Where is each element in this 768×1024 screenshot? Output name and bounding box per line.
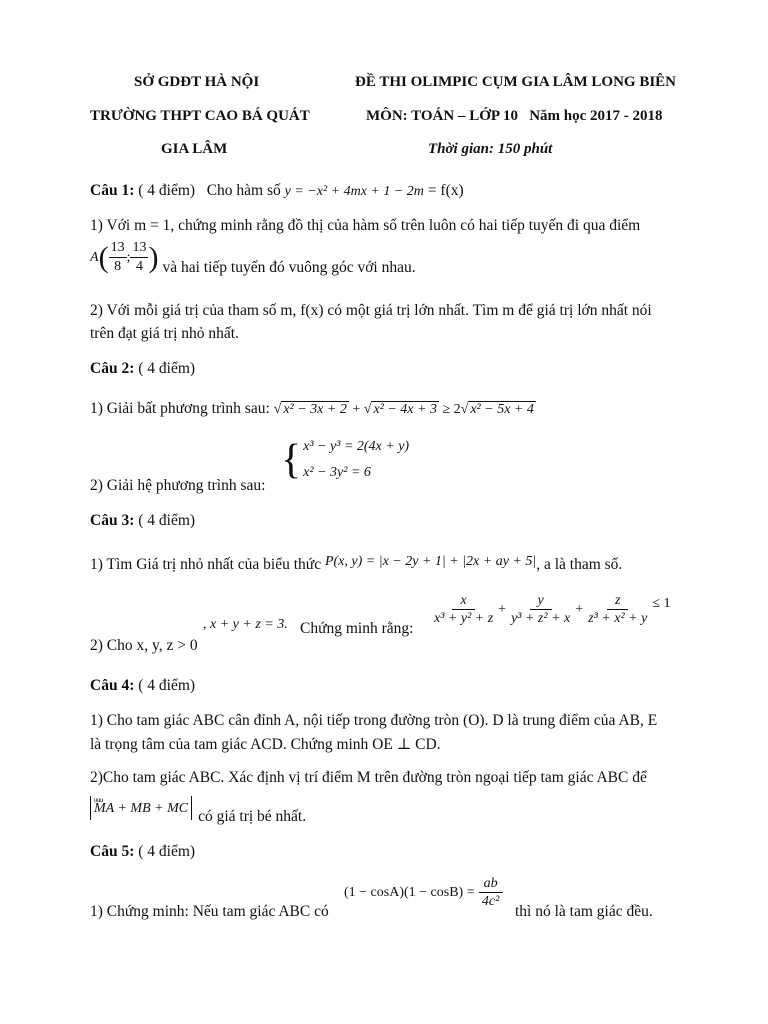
question-3-points: ( 4 điểm) [138, 512, 196, 529]
point-a-x-num: 13 [109, 240, 127, 258]
q2-part1-text: 1) Giải bất phương trình sau: [90, 400, 270, 417]
question-4-points: ( 4 điểm) [138, 677, 196, 694]
q5-lhs: (1 − cosA)(1 − cosB) = [344, 885, 475, 901]
question-5-header [90, 843, 195, 861]
question-2-points: ( 4 điểm) [138, 360, 196, 377]
fraction-z [586, 593, 649, 627]
q1-point-line [90, 240, 416, 275]
question-4-title: Câu 4: [90, 677, 135, 694]
q3-condition [203, 617, 288, 633]
q5-fraction-den: 4c² [481, 894, 500, 910]
question-3-title: Câu 3: [90, 512, 135, 529]
question-3-header [90, 512, 195, 530]
point-a-y [130, 240, 148, 275]
question-1-points: ( 4 điểm) [138, 182, 196, 199]
system-brace: { [281, 437, 302, 483]
fraction-x-den: x³ + y² + z [434, 611, 494, 627]
district: GIA LÂM [161, 141, 228, 157]
point-a-y-den: 4 [135, 259, 143, 275]
vector-norm [90, 796, 192, 820]
separator: ; [126, 249, 131, 265]
q2-part1 [90, 400, 536, 418]
fraction-y-num: y [530, 593, 552, 610]
q4-part2-tail: có giá trị bé nhất. [198, 808, 307, 825]
q5-fraction-num: ab [479, 876, 503, 893]
q1-part1-tail: và hai tiếp tuyến đó vuông góc với nhau. [162, 258, 416, 276]
q3-part1-text: 1) Tìm Giá trị nhỏ nhất của biểu thức [90, 556, 322, 573]
fraction-z-num: z [607, 593, 628, 610]
vector-sum: uuu MA + MB + MC [94, 797, 188, 821]
exam-time: Thời gian: 150 phút [428, 141, 553, 157]
paren-open: ( [98, 240, 109, 274]
radicand-2: x² − 4x + 3 [373, 402, 437, 417]
q4-part1-line1: 1) Cho tam giác ABC cân đỉnh A, nội tiếp trong đường tròn (O). D là trung điểm của AB, E [90, 712, 658, 729]
q4-vector-line [90, 796, 307, 825]
question-2-header [90, 360, 195, 378]
question-2-title: Câu 2: [90, 360, 135, 377]
inequality-relation: ≥ 2 [442, 402, 461, 417]
q3-prove-label: Chứng minh rằng: [300, 620, 414, 637]
q3-part1-tail: , a là tham số. [536, 556, 623, 573]
school-year: Năm học 2017 - 2018 [529, 108, 663, 124]
q4-part2-line1: 2)Cho tam giác ABC. Xác định vị trí điểm M trên đường tròn ngoại tiếp tam giác ABC để [90, 769, 647, 786]
question-5-points: ( 4 điểm) [138, 843, 196, 860]
fraction-x-num: x [452, 593, 474, 610]
question-1-header [90, 182, 464, 200]
q5-part1-text: 1) Chứng minh: Nếu tam giác ABC có [90, 903, 329, 920]
question-4-header [90, 677, 195, 695]
fraction-z-den: z³ + x² + y [588, 611, 648, 627]
p-expression: P(x, y) = |x − 2y + 1| + |2x + ay + 5| [324, 554, 537, 569]
q1-part1-text: 1) Với m = 1, chứng minh rằng đồ thị của hàm số trên luôn có hai tiếp tuyến đi qua điểm [90, 217, 641, 234]
question-1-title: Câu 1: [90, 182, 135, 199]
question-1-intro: Cho hàm số [206, 182, 281, 199]
exam-title: ĐỀ THI OLIMPIC CỤM GIA LÂM LONG BIÊN [355, 74, 677, 90]
condition-separator: , [203, 617, 207, 632]
q3-inequality: $\frac{x}{\text{x³ + y² + z}}$ + $\frac{y}{\text{y³ + z² + x}}$ + $\frac{z}{\text{z³ + x² + y}}$ ≤ 1 [434, 593, 671, 627]
radicand-3: x² − 5x + 4 [470, 402, 534, 417]
function-expression: y = −x² + 4mx + 1 − 2m [284, 184, 424, 199]
school-name: TRƯỜNG THPT CAO BÁ QUÁT [90, 108, 310, 124]
fraction-y [509, 593, 572, 627]
q5-equation [344, 876, 503, 910]
q2-part2-text: 2) Giải hệ phương trình sau: [90, 477, 266, 494]
q1-part2-line2: trên đạt giá trị nhỏ nhất. [90, 325, 239, 342]
subject-line [366, 108, 663, 125]
q5-part1-tail: thì nó là tam giác đều. [515, 903, 653, 920]
condition-sum: x + y + z = 3. [210, 617, 288, 632]
radicand-1: x² − 3x + 2 [283, 402, 347, 417]
inequality: √ x² − 3x + 2 + √ x² − 4x + 3 ≥ 2√ x² − 5x + 4 [273, 402, 534, 417]
function-tail: = f(x) [427, 182, 464, 199]
q4-part1-line2: là trọng tâm của tam giác ACD. Chứng minh OE ⊥ CD. [90, 736, 441, 753]
q3-part1 [90, 556, 622, 574]
subject: MÔN: TOÁN – LỚP 10 [366, 108, 518, 124]
system-equations [303, 434, 409, 486]
point-a-label: A [90, 249, 99, 265]
point-a-x [109, 240, 127, 275]
point-a-x-den: 8 [114, 259, 122, 275]
point-a-y-num: 13 [130, 240, 148, 258]
q5-fraction [479, 876, 503, 910]
system-equation-2: x² − 3y² = 6 [303, 465, 371, 480]
q3-part2-text: 2) Cho x, y, z > 0 [90, 637, 198, 654]
equation-system [281, 434, 409, 486]
school-department: SỞ GDĐT HÀ NỘI [134, 74, 260, 90]
system-equation-1: x³ − y³ = 2(4x + y) [303, 439, 410, 454]
paren-close: ) [148, 240, 159, 274]
fraction-x [432, 593, 495, 627]
inequality-bound: ≤ 1 [652, 596, 671, 612]
question-5-title: Câu 5: [90, 843, 135, 860]
fraction-y-den: y³ + z² + x [511, 611, 571, 627]
q1-part2-line1: 2) Với mỗi giá trị của tham số m, f(x) có một giá trị lớn nhất. Tìm m để giá trị lớn nhất nói [90, 302, 652, 319]
